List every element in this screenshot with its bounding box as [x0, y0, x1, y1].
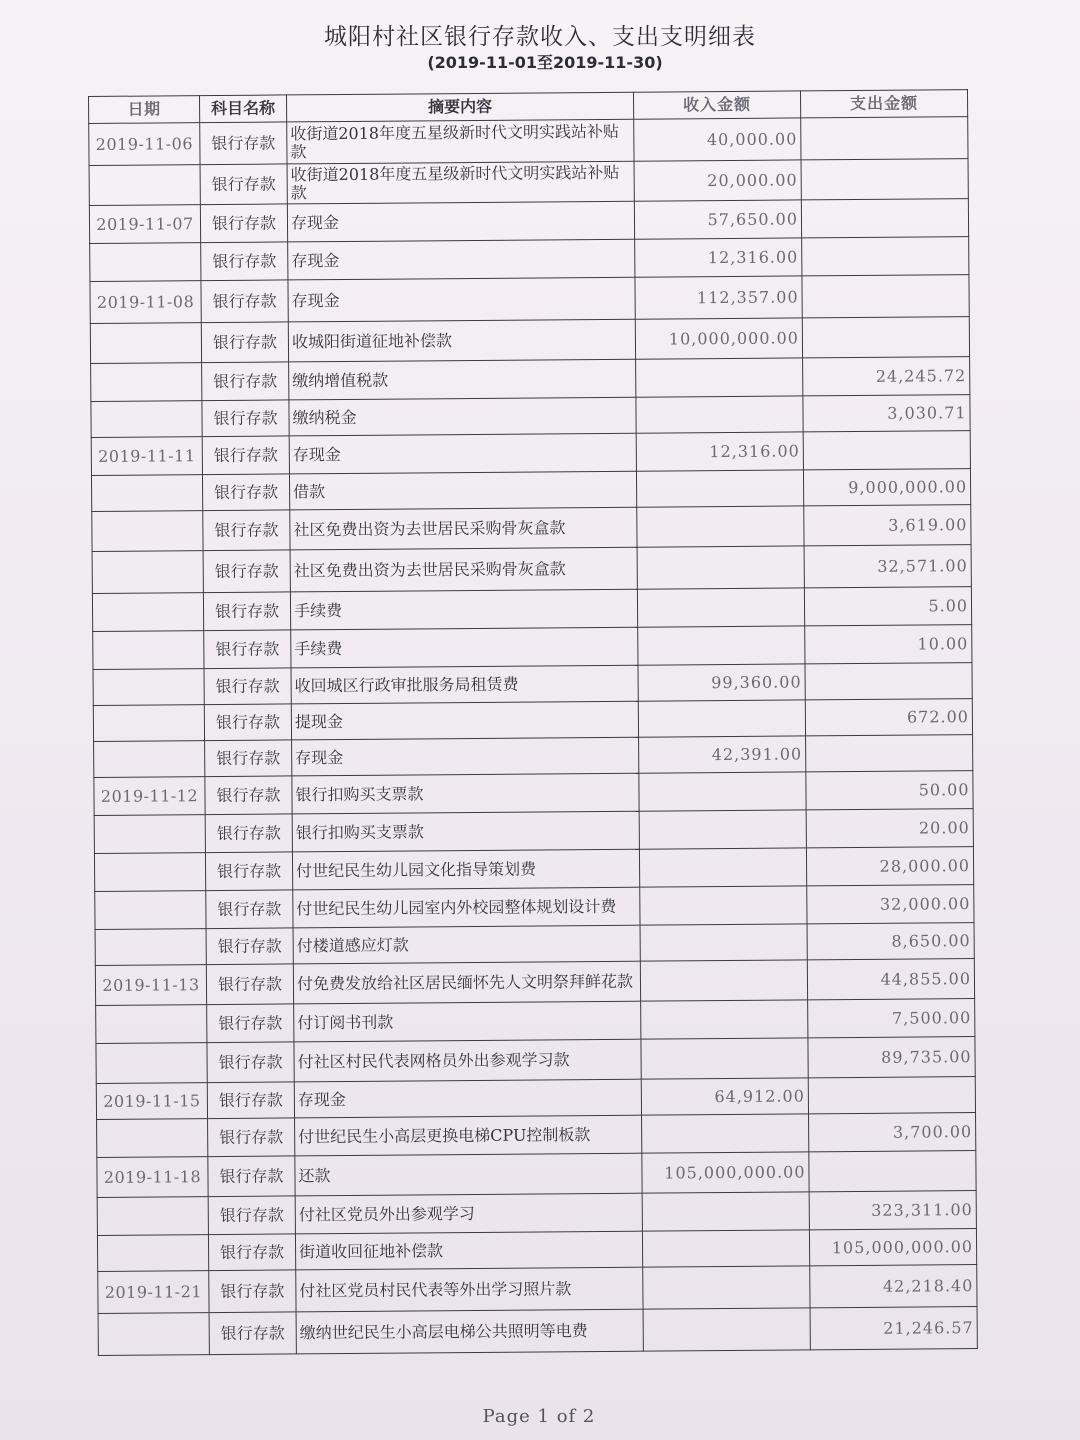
- row-date: [93, 669, 204, 706]
- row-summary: 手续费: [290, 589, 637, 630]
- row-expense: 9,000,000.00: [803, 469, 970, 506]
- row-summary: 存现金: [294, 1079, 641, 1118]
- row-account: 银行存款: [202, 436, 289, 475]
- row-income: [639, 772, 806, 811]
- row-account: 银行存款: [205, 740, 292, 777]
- row-expense: 21,246.57: [810, 1307, 977, 1350]
- row-income: [641, 1000, 808, 1039]
- row-account: 银行存款: [201, 280, 288, 323]
- table-row: [90, 317, 969, 364]
- row-date: [90, 243, 201, 282]
- row-income: 112,357.00: [635, 276, 802, 319]
- row-income: [643, 1308, 810, 1351]
- row-account: 银行存款: [209, 1312, 296, 1355]
- header-income: 收入金额: [633, 91, 800, 119]
- row-expense: 44,855.00: [807, 959, 974, 1000]
- row-income: 99,360.00: [638, 664, 805, 701]
- row-date: [91, 401, 202, 438]
- row-expense: 7,500.00: [808, 999, 975, 1038]
- row-income: [639, 810, 806, 849]
- row-summary: 银行扣购买支票款: [292, 811, 639, 852]
- row-expense: [802, 317, 969, 358]
- row-expense: 323,311.00: [809, 1191, 976, 1230]
- row-summary: 付订阅书刊款: [294, 1001, 641, 1042]
- row-income: 42,391.00: [639, 736, 806, 773]
- row-summary: 缴纳世纪民生小高层电梯公共照明等电费: [296, 1309, 643, 1354]
- row-income: [636, 358, 803, 397]
- row-summary: 缴纳增值税款: [289, 359, 636, 400]
- row-income: [640, 960, 807, 1001]
- row-income: [640, 924, 807, 961]
- row-summary: 付世纪民生小高层更换电梯CPU控制板款: [295, 1115, 642, 1156]
- header-date: 日期: [89, 96, 200, 124]
- row-date: [93, 705, 204, 742]
- table-row: [89, 159, 968, 206]
- row-income: 57,650.00: [634, 200, 801, 239]
- row-expense: [802, 275, 969, 318]
- row-account: 银行存款: [206, 964, 293, 1005]
- row-summary: 存现金: [287, 201, 634, 242]
- row-account: 银行存款: [207, 1004, 294, 1043]
- row-account: 银行存款: [206, 890, 293, 929]
- row-expense: 3,030.71: [803, 395, 970, 432]
- row-account: 银行存款: [209, 1270, 296, 1313]
- row-date: 2019-11-11: [91, 437, 202, 476]
- row-expense: 50.00: [806, 771, 973, 810]
- row-income: [641, 1038, 808, 1079]
- row-income: [642, 1114, 809, 1153]
- row-expense: 24,245.72: [803, 357, 970, 396]
- row-summary: 付免费发放给社区居民缅怀先人文明祭拜鲜花款: [293, 961, 640, 1004]
- row-expense: [802, 237, 969, 276]
- row-income: [642, 1192, 809, 1231]
- row-date: [91, 475, 202, 512]
- row-date: [97, 1235, 208, 1272]
- row-account: 银行存款: [207, 1042, 294, 1083]
- row-account: 银行存款: [203, 592, 290, 631]
- row-account: 银行存款: [208, 1234, 295, 1271]
- row-income: [642, 1230, 809, 1267]
- row-income: 12,316.00: [635, 238, 802, 277]
- row-expense: 105,000,000.00: [809, 1229, 976, 1266]
- row-account: 银行存款: [205, 814, 292, 853]
- row-account: 银行存款: [202, 400, 289, 437]
- row-summary: 借款: [289, 471, 636, 510]
- row-date: [93, 631, 204, 670]
- row-date: [90, 323, 201, 364]
- row-summary: 还款: [295, 1153, 642, 1196]
- row-summary: 收回城区行政审批服务局租赁费: [291, 665, 638, 704]
- date-range: (2019-11-01至2019-11-30): [427, 53, 663, 72]
- row-date: 2019-11-12: [94, 777, 205, 816]
- row-expense: [801, 159, 968, 200]
- row-date: [96, 1043, 207, 1084]
- row-summary: 手续费: [291, 627, 638, 668]
- ledger-body: [89, 117, 978, 1356]
- row-expense: 672.00: [805, 699, 972, 736]
- table-row: [98, 1265, 977, 1314]
- table-row: [92, 505, 971, 552]
- row-expense: 32,000.00: [807, 885, 974, 924]
- row-date: [92, 593, 203, 632]
- row-expense: 89,735.00: [808, 1037, 975, 1078]
- row-date: 2019-11-18: [97, 1157, 208, 1198]
- row-income: [640, 886, 807, 925]
- row-account: 银行存款: [208, 1118, 295, 1157]
- row-income: [637, 588, 804, 627]
- row-income: 40,000.00: [634, 118, 801, 161]
- row-expense: 20.00: [806, 809, 973, 848]
- row-account: 银行存款: [204, 668, 291, 705]
- row-income: [639, 848, 806, 887]
- row-date: [95, 929, 206, 966]
- row-account: 银行存款: [200, 122, 287, 165]
- header-summary: 摘要内容: [286, 92, 633, 122]
- row-date: 2019-11-13: [95, 965, 206, 1006]
- row-account: 银行存款: [205, 776, 292, 815]
- row-date: [89, 165, 200, 206]
- row-summary: 付世纪民生幼儿园文化指导策划费: [292, 849, 639, 890]
- row-summary: 社区免费出资为去世居民采购骨灰盒款: [290, 507, 637, 550]
- row-date: [95, 891, 206, 930]
- table-row: [92, 545, 971, 594]
- row-expense: 3,700.00: [809, 1113, 976, 1152]
- row-income: [636, 396, 803, 433]
- row-income: [637, 506, 804, 547]
- row-income: [638, 700, 805, 737]
- row-summary: 付社区党员村民代表等外出学习照片款: [296, 1267, 643, 1312]
- row-account: 银行存款: [201, 322, 288, 363]
- row-account: 银行存款: [202, 474, 289, 511]
- document-title: 城阳村社区银行存款收入、支出支明细表: [324, 24, 756, 50]
- row-date: [98, 1313, 209, 1356]
- row-date: 2019-11-07: [89, 205, 200, 244]
- row-summary: 银行扣购买支票款: [292, 773, 639, 814]
- row-date: [97, 1197, 208, 1236]
- row-expense: 8,650.00: [807, 923, 974, 960]
- row-summary: 存现金: [288, 239, 635, 280]
- table-row: [89, 117, 968, 166]
- table-row: [97, 1151, 976, 1198]
- row-date: [96, 1005, 207, 1044]
- row-summary: 收城阳街道征地补偿款: [288, 319, 635, 362]
- row-summary: 付世纪民生幼儿园室内外校园整体规划设计费: [293, 887, 640, 928]
- row-summary: 付楼道感应灯款: [293, 925, 640, 964]
- page-number: Page 1 of 2: [482, 1406, 596, 1427]
- row-summary: 付社区村民代表网格员外出参观学习款: [294, 1039, 641, 1082]
- row-account: 银行存款: [203, 510, 290, 551]
- row-income: 105,000,000.00: [642, 1152, 809, 1193]
- row-income: 10,000,000.00: [635, 318, 802, 359]
- row-expense: [801, 199, 968, 238]
- row-income: 12,316.00: [636, 432, 803, 471]
- row-date: 2019-11-06: [89, 123, 200, 166]
- row-income: [637, 546, 804, 589]
- row-expense: [801, 117, 968, 160]
- row-expense: 10.00: [805, 625, 972, 664]
- row-account: 银行存款: [204, 704, 291, 741]
- table-row: [95, 959, 974, 1006]
- row-account: 银行存款: [208, 1156, 295, 1197]
- row-account: 银行存款: [202, 362, 289, 401]
- row-date: [94, 741, 205, 778]
- row-date: [92, 511, 203, 552]
- row-expense: 5.00: [804, 587, 971, 626]
- row-income: 20,000.00: [634, 160, 801, 201]
- row-summary: 社区免费出资为去世居民采购骨灰盒款: [290, 547, 637, 592]
- header-expense: 支出金额: [800, 90, 967, 118]
- row-date: [94, 815, 205, 854]
- row-summary: 提现金: [291, 701, 638, 740]
- row-expense: [805, 663, 972, 700]
- row-expense: 42,218.40: [810, 1265, 977, 1308]
- row-account: 银行存款: [204, 630, 291, 669]
- row-summary: 付社区党员外出参观学习: [295, 1193, 642, 1234]
- row-account: 银行存款: [203, 550, 290, 593]
- table-row: [96, 1037, 975, 1084]
- row-date: 2019-11-21: [98, 1271, 209, 1314]
- row-account: 银行存款: [200, 204, 287, 243]
- row-date: 2019-11-15: [96, 1083, 207, 1120]
- row-summary: 缴纳税金: [289, 397, 636, 436]
- row-expense: 32,571.00: [804, 545, 971, 588]
- row-date: [97, 1119, 208, 1158]
- row-summary: 收街道2018年度五星级新时代文明实践站补贴款: [287, 161, 634, 204]
- row-income: 64,912.00: [641, 1078, 808, 1115]
- row-date: [94, 853, 205, 892]
- row-income: [636, 470, 803, 507]
- row-expense: 3,619.00: [804, 505, 971, 546]
- row-expense: [806, 735, 973, 772]
- row-summary: 存现金: [292, 737, 639, 776]
- table-row: [90, 275, 969, 324]
- ledger-table: [88, 89, 978, 1356]
- row-date: [92, 551, 203, 594]
- row-summary: 存现金: [289, 433, 636, 474]
- row-summary: 存现金: [288, 277, 635, 322]
- row-date: [91, 363, 202, 402]
- row-expense: [803, 431, 970, 470]
- row-summary: 街道收回征地补偿款: [295, 1231, 642, 1270]
- row-account: 银行存款: [208, 1196, 295, 1235]
- row-account: 银行存款: [201, 242, 288, 281]
- row-account: 银行存款: [205, 852, 292, 891]
- row-income: [638, 626, 805, 665]
- row-summary: 收街道2018年度五星级新时代文明实践站补贴款: [287, 119, 634, 164]
- row-expense: [808, 1077, 975, 1114]
- row-expense: 28,000.00: [806, 847, 973, 886]
- row-income: [643, 1266, 810, 1309]
- row-account: 银行存款: [200, 164, 287, 205]
- row-expense: [809, 1151, 976, 1192]
- table-row: [98, 1307, 977, 1356]
- header-account: 科目名称: [200, 95, 287, 123]
- row-date: 2019-11-08: [90, 281, 201, 324]
- row-account: 银行存款: [207, 1082, 294, 1119]
- row-account: 银行存款: [206, 928, 293, 965]
